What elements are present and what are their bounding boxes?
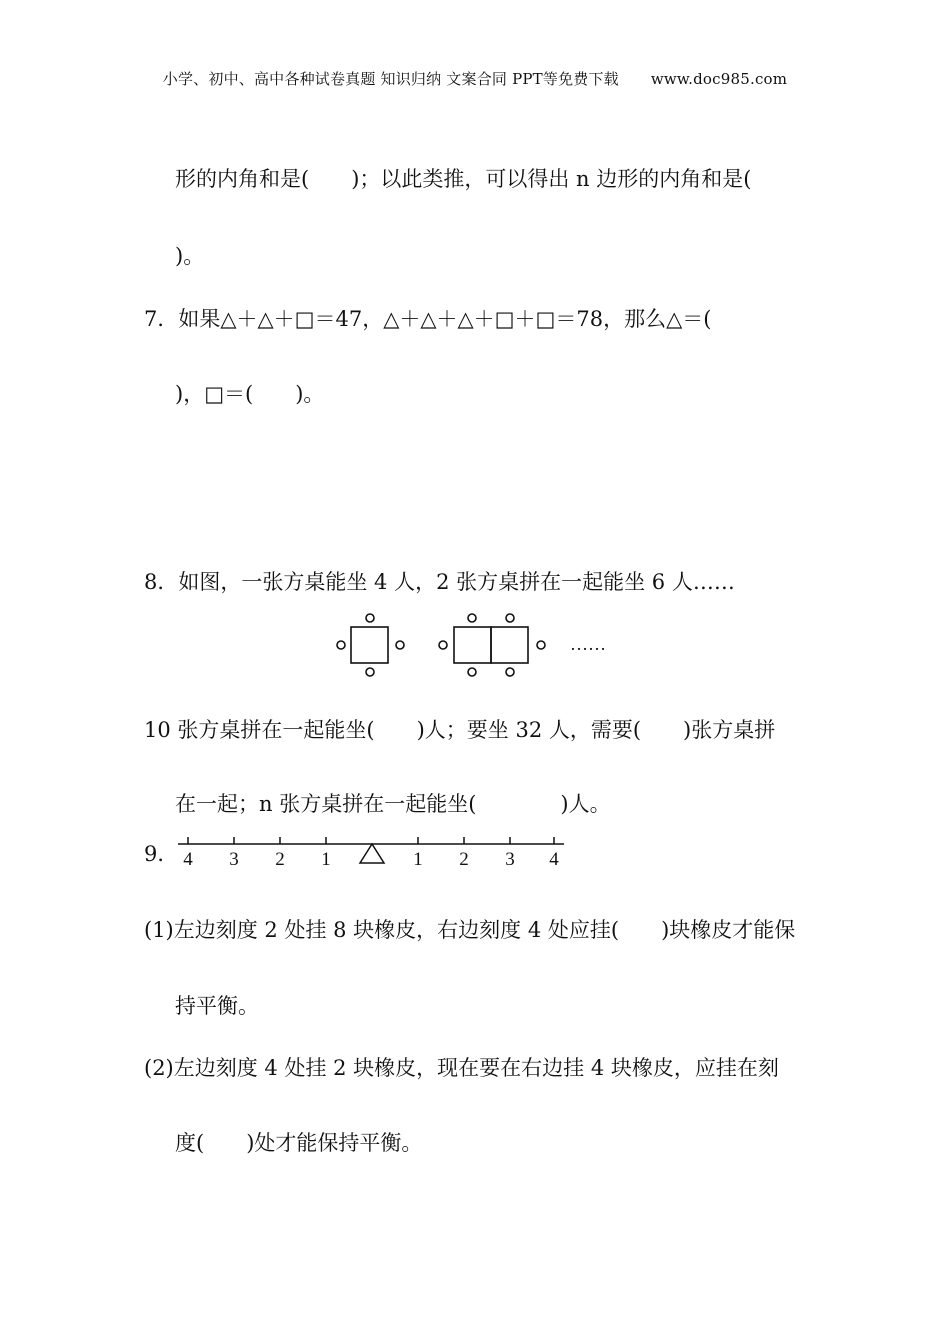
seat-circle — [337, 641, 345, 649]
seat-circle — [506, 668, 514, 676]
tick-label-right-4: 4 — [549, 849, 559, 870]
double-table-left-square — [454, 627, 491, 663]
seat-circle — [439, 641, 447, 649]
tick-label-left-1: 1 — [321, 849, 331, 870]
single-table-square — [351, 627, 388, 663]
tick-label-left-4: 4 — [183, 849, 193, 870]
q9-part2-line-2: 度( )处才能保持平衡。 — [175, 1131, 423, 1155]
q9-label: 9． — [144, 842, 179, 866]
tick-label-left-2: 2 — [275, 849, 285, 870]
q9-part1-line-2: 持平衡。 — [175, 994, 259, 1018]
header-text: 小学、初中、高中各种试卷真题 知识归纳 文案合同 PPT等免费下载 — [162, 70, 619, 88]
double-table-right-square — [491, 627, 528, 663]
seat-circle — [537, 641, 545, 649]
tick-label-right-1: 1 — [413, 849, 423, 870]
seat-circle — [396, 641, 404, 649]
seat-circle — [506, 614, 514, 622]
q8-line-2: 10 张方桌拼在一起能坐( )人；要坐 32 人，需要( )张方桌拼 — [144, 718, 776, 742]
q7-line-2: )，□＝( )。 — [175, 382, 325, 406]
q6-line-1: 形的内角和是( )；以此类推，可以得出 n 边形的内角和是( — [175, 167, 752, 191]
diagram-ellipsis: …… — [570, 634, 606, 654]
seat-circle — [366, 614, 374, 622]
balance-number-line — [172, 832, 572, 874]
q6-line-2: )。 — [175, 244, 205, 268]
q8-line-1: 8．如图，一张方桌能坐 4 人，2 张方桌拼在一起能坐 6 人…… — [144, 570, 735, 594]
tick-label-right-3: 3 — [505, 849, 515, 870]
seat-circle — [366, 668, 374, 676]
q7-line-1: 7．如果△＋△＋□＝47，△＋△＋△＋□＋□＝78，那么△＝( — [144, 307, 712, 331]
q9-part1-line-1: (1)左边刻度 2 处挂 8 块橡皮，右边刻度 4 处应挂( )块橡皮才能保 — [144, 918, 796, 942]
seat-circle — [468, 668, 476, 676]
fulcrum-triangle — [360, 844, 384, 863]
q9-part2-line-1: (2)左边刻度 4 处挂 2 块橡皮，现在要在右边挂 4 块橡皮，应挂在刻 — [144, 1056, 779, 1080]
tick-label-left-3: 3 — [229, 849, 239, 870]
tables-diagram — [330, 610, 630, 682]
page-header — [0, 68, 950, 89]
tick-label-right-2: 2 — [459, 849, 469, 870]
header-website: www.doc985.com — [650, 70, 788, 88]
q8-line-3: 在一起；n 张方桌拼在一起能坐( )人。 — [175, 792, 611, 816]
seat-circle — [468, 614, 476, 622]
